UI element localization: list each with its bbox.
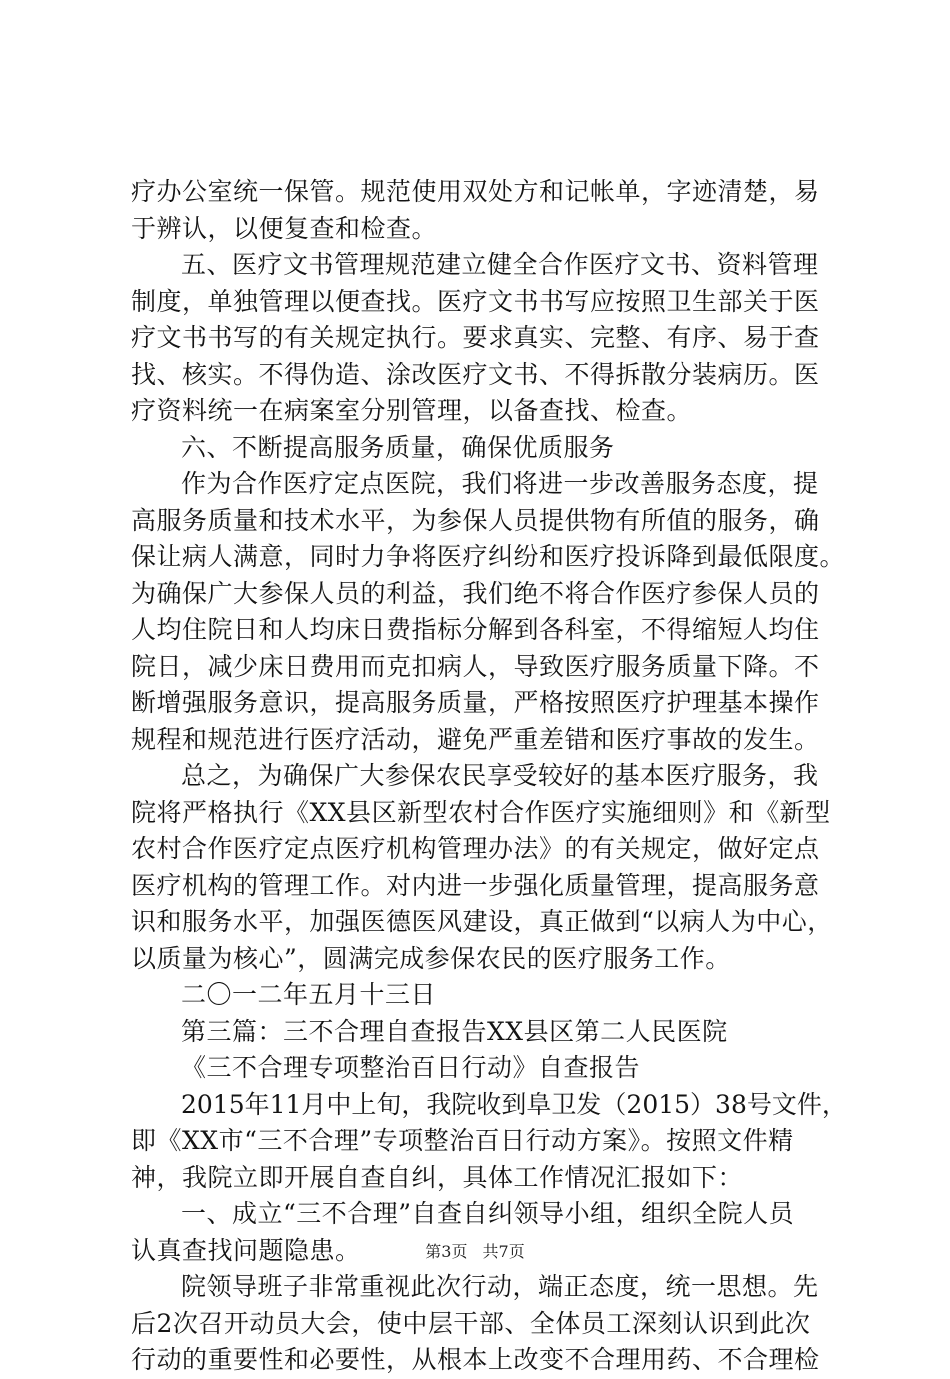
text-line: 神，我院立即开展自查自纠，具体工作情况汇报如下： bbox=[131, 1162, 744, 1192]
text-line: 为确保广大参保人员的利益，我们绝不将合作医疗参保人员的 bbox=[131, 578, 820, 608]
text-line: 2015年11月中上旬，我院收到阜卫发（2015）38号文件， bbox=[181, 1089, 847, 1119]
section-heading: 第三篇：三不合理自查报告XX县区第二人民医院 bbox=[181, 1016, 728, 1046]
text-line: 农村合作医疗定点医疗机构管理办法》的有关规定，做好定点 bbox=[131, 834, 820, 863]
text-line: 认真查找问题隐患。 bbox=[131, 1235, 361, 1265]
document-body bbox=[131, 174, 847, 1379]
text-line: 规程和规范进行医疗活动，避免严重差错和医疗事故的发生。 bbox=[131, 724, 820, 754]
text-line: 断增强服务意识，提高服务质量，严格按照医疗护理基本操作 bbox=[131, 688, 820, 717]
date-line: 二〇一二年五月十三日 bbox=[181, 980, 437, 1009]
text-line: 人均住院日和人均床日费指标分解到各科室，不得缩短人均住 bbox=[131, 615, 820, 644]
text-line: 于辨认，以便复查和检查。 bbox=[131, 213, 438, 243]
text-line: 六、不断提高服务质量，确保优质服务 bbox=[181, 432, 615, 462]
text-line: 疗办公室统一保管。规范使用双处方和记帐单，字迹清楚，易 bbox=[131, 177, 820, 206]
text-line: 院领导班子非常重视此次行动，端正态度，统一思想。先 bbox=[181, 1272, 819, 1301]
text-line: 总之，为确保广大参保农民享受较好的基本医疗服务，我 bbox=[181, 761, 819, 790]
text-line: 行动的重要性和必要性，从根本上改变不合理用药、不合理检 bbox=[131, 1345, 820, 1374]
text-line: 以质量为核心”，圆满完成参保农民的医疗服务工作。 bbox=[131, 943, 731, 973]
text-line: 院将严格执行《XX县区新型农村合作医疗实施细则》和《新型 bbox=[131, 797, 831, 827]
page-total: 共7页 bbox=[482, 1242, 525, 1261]
text-line: 疗资料统一在病案室分别管理，以备查找、检查。 bbox=[131, 396, 693, 425]
text-line: 制度，单独管理以便查找。医疗文书书写应按照卫生部关于医 bbox=[131, 286, 820, 316]
page-number: 第3页 bbox=[425, 1242, 468, 1261]
text-line: 一、成立“三不合理”自查自纠领导小组，组织全院人员 bbox=[181, 1199, 795, 1228]
report-title: 《三不合理专项整治百日行动》自查报告 bbox=[181, 1053, 641, 1082]
text-line: 疗文书书写的有关规定执行。要求真实、完整、有序、易于查 bbox=[131, 323, 820, 352]
text-line: 医疗机构的管理工作。对内进一步强化质量管理，提高服务意 bbox=[131, 870, 820, 900]
page-footer bbox=[0, 1239, 950, 1262]
text-line: 保让病人满意，同时力争将医疗纠纷和医疗投诉降到最低限度。 bbox=[131, 542, 846, 571]
text-line: 识和服务水平，加强医德医风建设，真正做到“以病人为中心， bbox=[131, 907, 833, 936]
text-line: 作为合作医疗定点医院，我们将进一步改善服务态度，提 bbox=[181, 469, 819, 498]
text-line: 院日，减少床日费用而克扣病人，导致医疗服务质量下降。不 bbox=[131, 651, 820, 681]
text-line: 找、核实。不得伪造、涂改医疗文书、不得拆散分装病历。医 bbox=[131, 359, 820, 389]
text-line: 后2次召开动员大会，使中层干部、全体员工深刻认识到此次 bbox=[131, 1308, 811, 1338]
text-line: 即《XX市“三不合理”专项整治百日行动方案》。按照文件精 bbox=[131, 1126, 794, 1155]
text-line: 五、医疗文书管理规范建立健全合作医疗文书、资料管理 bbox=[181, 250, 819, 279]
text-line: 高服务质量和技术水平，为参保人员提供物有所值的服务，确 bbox=[131, 505, 820, 535]
